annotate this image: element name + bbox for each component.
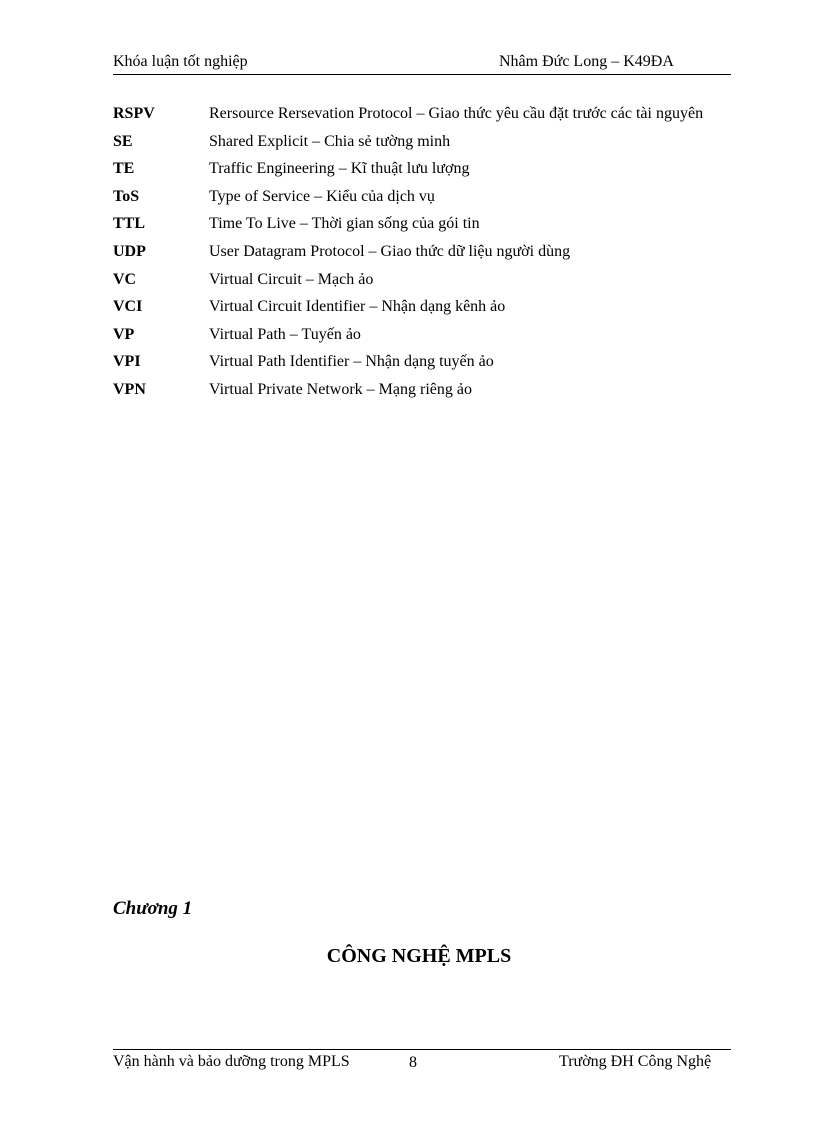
page-footer — [113, 1049, 731, 1076]
abbreviation-row — [113, 293, 733, 321]
abbreviation-definition: Virtual Circuit Identifier – Nhận dạng kênh ảo — [209, 298, 506, 316]
abbreviation-row — [113, 210, 733, 238]
abbreviation-term: RSPV — [113, 105, 155, 122]
abbreviation-definition: Time To Live – Thời gian sống của gói tin — [209, 215, 480, 233]
footer-course-title: Vận hành và bảo dưỡng trong MPLS — [113, 1053, 350, 1070]
abbreviation-row — [113, 238, 733, 266]
abbreviation-definition: Type of Service – Kiểu của dịch vụ — [209, 187, 435, 205]
abbreviation-definition: Virtual Circuit – Mạch ảo — [209, 270, 374, 288]
abbreviation-term: VPI — [113, 353, 141, 371]
abbreviation-term: TE — [113, 160, 135, 178]
page-number: 8 — [409, 1054, 417, 1071]
footer-university: Trường ĐH Công Nghệ — [559, 1053, 712, 1070]
chapter-label: Chương 1 — [113, 898, 193, 919]
abbreviation-term: VC — [113, 270, 137, 288]
abbreviation-list — [113, 100, 733, 404]
abbreviation-term: VP — [113, 325, 135, 343]
abbreviation-term: ToS — [113, 187, 140, 205]
header-author: Nhâm Đức Long – K49ĐA — [499, 53, 674, 70]
abbreviation-definition: Virtual Path Identifier – Nhận dạng tuyến ảo — [209, 353, 494, 371]
page-header — [113, 52, 731, 75]
abbreviation-term: VPN — [113, 380, 146, 398]
abbreviation-term: VCI — [113, 298, 143, 316]
abbreviation-term: UDP — [113, 242, 146, 260]
abbreviation-row — [113, 266, 733, 294]
chapter-title: CÔNG NGHỆ MPLS — [326, 945, 512, 967]
abbreviation-row — [113, 155, 733, 183]
abbreviation-definition: Traffic Engineering – Kĩ thuật lưu lượng — [209, 160, 470, 178]
abbreviation-row — [113, 321, 733, 349]
abbreviation-row — [113, 183, 733, 211]
abbreviation-term: TTL — [113, 215, 146, 233]
abbreviation-row — [113, 348, 733, 376]
abbreviation-definition: Shared Explicit – Chia sẻ tường minh — [209, 132, 451, 150]
abbreviation-term: SE — [113, 132, 133, 150]
abbreviation-row — [113, 376, 733, 404]
abbreviation-definition: User Datagram Protocol – Giao thức dữ liệu người dùng — [209, 242, 571, 260]
abbreviation-definition: Virtual Private Network – Mạng riêng ảo — [209, 380, 472, 398]
abbreviation-row — [113, 100, 733, 128]
header-thesis-label: Khóa luận tốt nghiệp — [113, 53, 248, 70]
abbreviation-definition: Virtual Path – Tuyến ảo — [209, 325, 361, 343]
abbreviation-row — [113, 128, 733, 156]
abbreviation-definition: Rersource Rersevation Protocol – Giao thức yêu cầu đặt trước các tài nguyên — [209, 105, 704, 122]
